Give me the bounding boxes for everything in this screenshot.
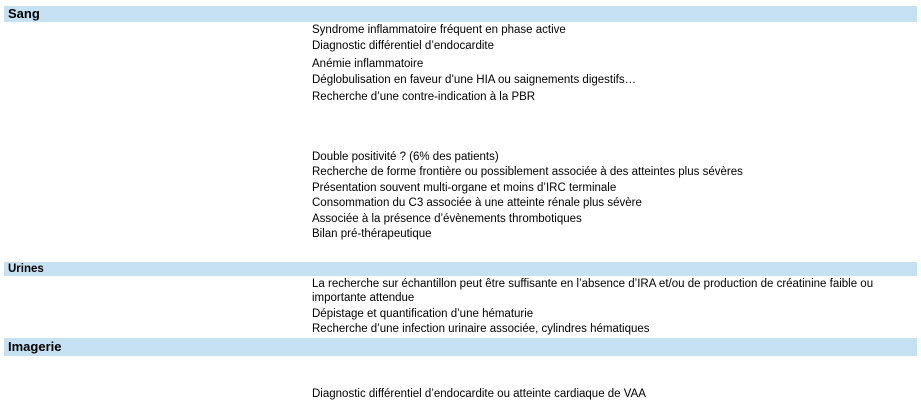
- urines-line: La recherche sur échantillon peut être suffisante en l’absence d’IRA et/ou de production de créatinine faible ou importante attendue: [312, 278, 874, 304]
- urines-line: Recherche d’une infection urinaire associée, cylindres hématiques: [312, 323, 650, 335]
- sang-line: Consommation du C3 associée à une atteinte rénale plus sévère: [312, 197, 642, 209]
- urines-line: Dépistage et quantification d’une hématurie: [312, 308, 534, 320]
- sang-line: Bilan pré-thérapeutique: [312, 228, 432, 240]
- section-header-imagerie: [4, 338, 917, 356]
- section-title: Imagerie: [8, 339, 62, 354]
- sang-line: Présentation souvent multi-organe et moins d’IRC terminale: [312, 182, 617, 194]
- sang-line: Diagnostic différentiel d’endocardite: [312, 40, 494, 52]
- sang-line: Double positivité ? (6% des patients): [312, 151, 499, 163]
- sang-line: Déglobulisation en faveur d’une HIA ou saignements digestifs…: [312, 74, 637, 86]
- imagerie-line: Diagnostic différentiel d’endocardite ou atteinte cardiaque de VAA: [312, 388, 646, 400]
- sang-line: Associée à la présence d’évènements thrombotiques: [312, 213, 582, 225]
- section-title: Urines: [8, 263, 44, 275]
- sang-line: Syndrome inflammatoire fréquent en phase active: [312, 24, 566, 36]
- section-header-urines: [4, 262, 917, 276]
- sang-line: Anémie inflammatoire: [312, 58, 424, 70]
- section-header-sang: [4, 6, 917, 22]
- section-title: Sang: [8, 6, 40, 21]
- sang-line: Recherche de forme frontière ou possiblement associée à des atteintes plus sévères: [312, 166, 743, 178]
- sang-line: Recherche d’une contre-indication à la PBR: [312, 91, 536, 103]
